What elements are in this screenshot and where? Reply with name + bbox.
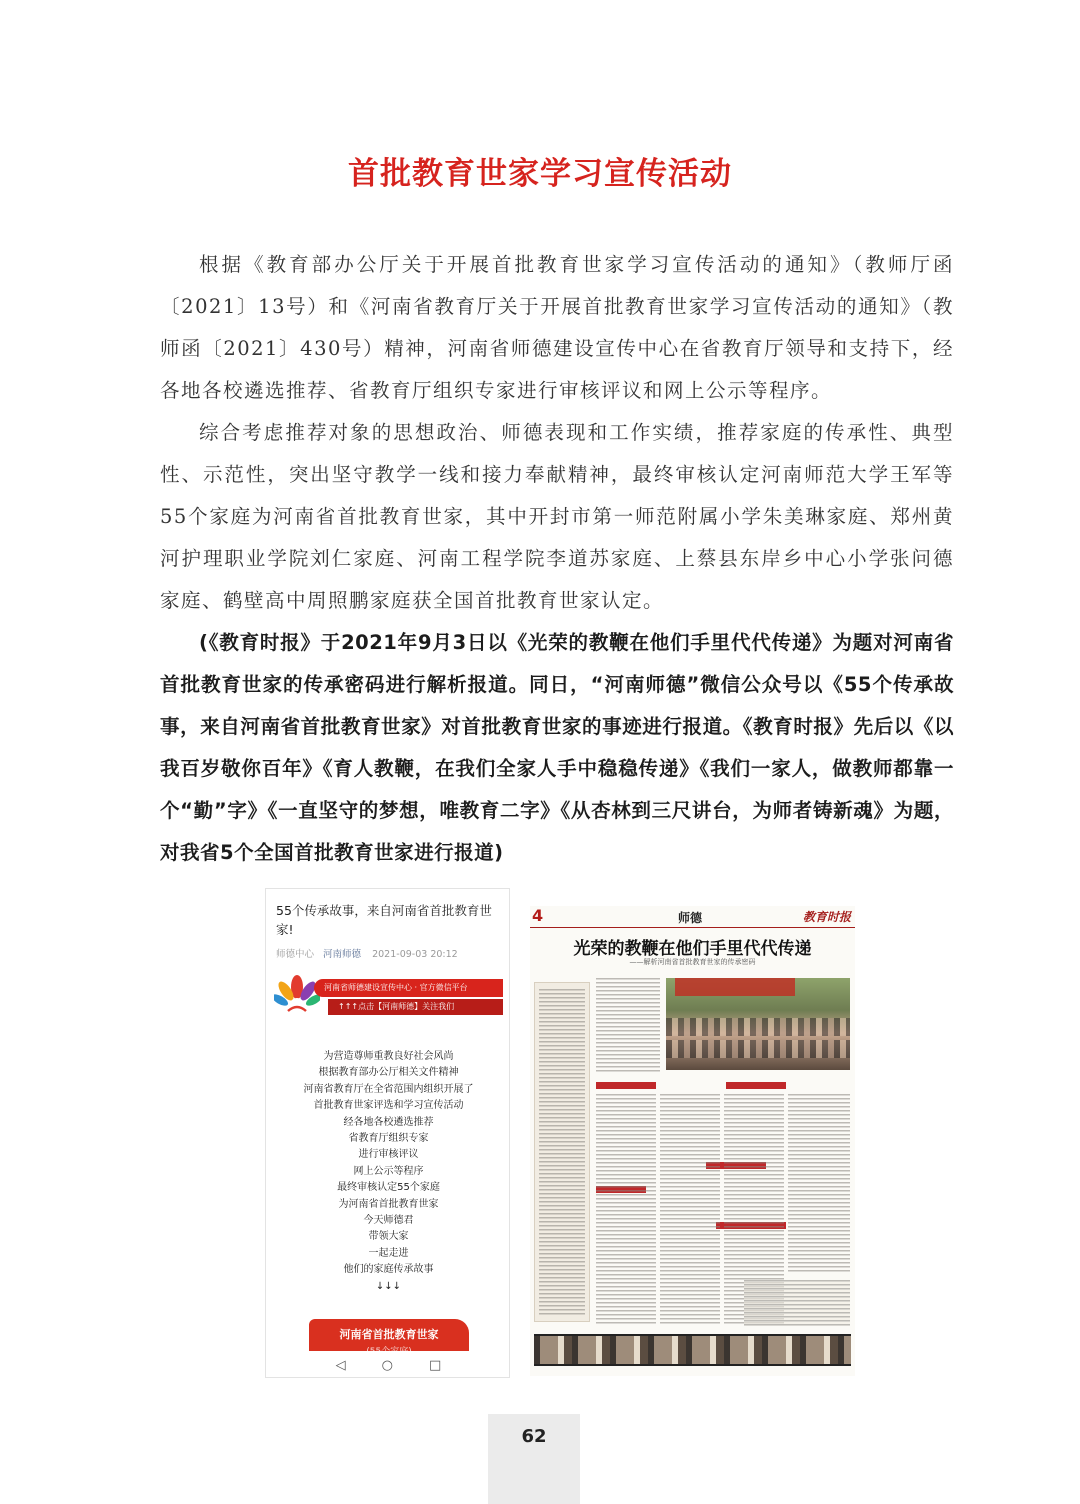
page-title: 首批教育世家学习宣传活动 [348,156,732,192]
back-icon[interactable]: ◁ [335,1357,346,1373]
subhead-bar [726,1082,786,1089]
text-line: 省教育厅组织专家 [348,1133,429,1145]
subhead-bar [596,1082,656,1089]
column-text-block [596,1094,656,1326]
photo-banner [675,978,795,996]
paragraph: 综合考虑推荐对象的思想政治、师德表现和工作实绩，推荐家庭的传承性、典型性、示范性，突出坚守教学一线和接力奉献精神，最终审核认定河南师范大学王军等55个家庭为河南省首批教育世家，其中开封市第一师范附属小学朱美琳家庭、郑州黄河护理职业学院刘仁家庭、河南工程学院李道苏家庭、上蔡县东岸乡中心小学张问德家庭、鹤壁高中周照鹏家庭获全国首批教育世家认定。 [160,421,954,612]
account-name: 河南师德 [323,949,362,960]
wechat-article-meta [276,946,458,960]
author: 师德中心 [276,949,315,960]
follow-banner [274,971,503,1021]
text-line: 带领大家 [368,1231,409,1243]
newspaper-headline: 光荣的教鞭在他们手里代代传递 [573,939,812,959]
text-line: 经各地各校遴选推荐 [343,1116,434,1128]
recent-apps-icon[interactable]: □ [429,1357,442,1373]
wechat-article-title: 55个传承故事，来自河南省首批教育世家! [276,903,492,937]
article-body [160,244,954,874]
text-line: 根据教育部办公厅相关文件精神 [318,1067,459,1079]
family-list-button-label: 河南省首批教育世家 [339,1328,439,1341]
column-text-block [660,1094,720,1326]
column-text-block [788,1094,850,1274]
sidebar-text-block [539,989,585,1315]
wechat-article-lines [266,1049,510,1295]
text-line: 一起走进 [368,1247,409,1259]
text-line: 进行审核评议 [358,1149,419,1161]
text-line: 最终审核认定55个家庭 [337,1182,440,1194]
home-icon[interactable]: ○ [381,1357,394,1373]
newspaper-page-image [530,906,855,1376]
text-line: 为营造尊师重教良好社会风尚 [323,1051,454,1062]
newspaper-page-number: 4 [532,906,544,925]
text-line: 为河南省首批教育世家 [338,1198,439,1210]
newspaper-sidebar [534,982,590,1322]
column-text-block [596,978,660,1074]
text-line: ↓↓↓ [375,1280,402,1292]
newspaper-section: 师德 [678,911,703,925]
media-report-note: (《教育时报》于2021年9月3日以《光荣的教鞭在他们手里代代传递》为题对河南省首批教育世家的传承密码进行解析报道。同日，“河南师德”微信公众号以《55个传承故事，来自河南省首批教育世家》对首批教育世家的事迹进行报道。《教育时报》先后以《以我百岁敬你百年》《育人教鞭，在我们全家人手中稳稳传递》《我们一家人，做教师都靠一个“勤”字》《一直坚守的梦想，唯教育二字》《从杏林到三尺讲台，为师者铸新魂》为题，对我省5个全国首批教育世家进行报道) [160,631,954,864]
wechat-article-screenshot [265,888,510,1378]
newspaper-masthead: 教育时报 [802,910,851,924]
flower-logo-icon [274,973,320,1019]
newspaper-header [530,906,855,928]
text-line: 他们的家庭传承故事 [343,1264,434,1276]
text-line: 河南省教育厅在全省范围内组织开展了 [303,1083,474,1095]
newspaper-subheadline: ——解析河南省首批教育世家的传承密码 [629,958,756,966]
text-line: 网上公示等程序 [353,1165,424,1177]
banner-title: 河南省师德建设宣传中心 · 官方微信平台 [314,979,503,997]
publish-date: 2021-09-03 20:12 [372,949,458,960]
photo-filmstrip [534,1334,851,1366]
android-nav-bar [266,1351,510,1378]
text-line: 首批教育世家评选和学习宣传活动 [313,1100,464,1112]
paragraph: 根据《教育部办公厅关于开展首批教育世家学习宣传活动的通知》（教师厅函〔2021〕13号）和《河南省教育厅关于开展首批教育世家学习宣传活动的通知》（教师函〔2021〕430号）精神，河南省师德建设宣传中心在省教育厅领导和支持下，经各地各校遴选推荐、省教育厅组织专家进行审核评议和网上公示等程序。 [160,253,954,402]
text-line: 今天师德君 [363,1215,414,1227]
page-number: 62 [488,1414,580,1504]
follow-link[interactable]: ↑↑↑点击【河南师德】关注我们 [328,999,503,1015]
boxed-text-block [744,1280,850,1326]
